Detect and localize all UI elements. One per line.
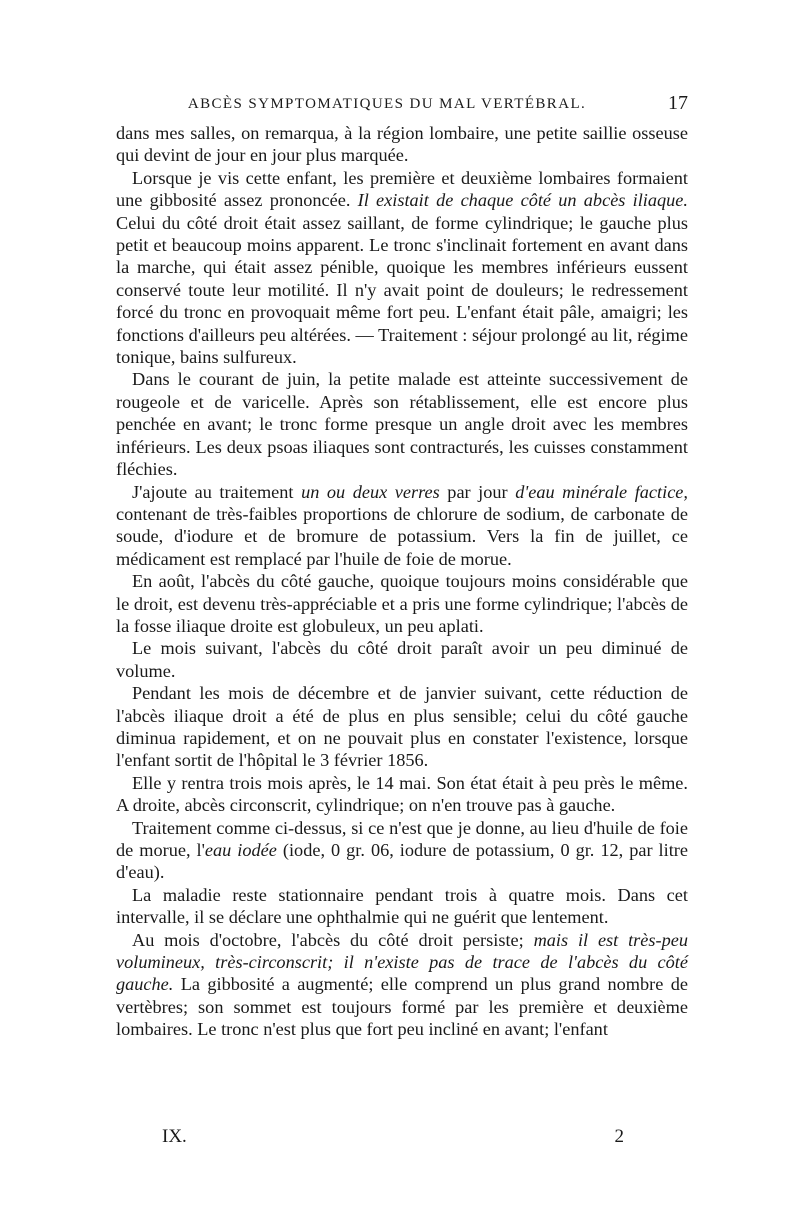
paragraph	[116, 637, 688, 682]
text-segment: (iode, 0 gr. 06, iodure de potassium, 0 gr. 12, par litre d'eau).	[116, 840, 688, 883]
paragraph	[116, 884, 688, 929]
body-text	[116, 122, 688, 1041]
running-title: ABCÈS SYMPTOMATIQUES DU MAL VERTÉBRAL.	[187, 96, 587, 112]
italic-text: eau iodée	[204, 840, 277, 860]
text-segment: Traitement comme ci-dessus, si ce n'est que je donne, au lieu d'huile de foie de morue, l'	[116, 817, 688, 860]
paragraph	[116, 368, 688, 480]
text-segment: Dans le courant de juin, la petite malade est atteinte successivement de rougeole et de varicelle. Après son rétablissement, elle est encore plus penchée en avant; le tronc forme presque un angle droit avec les membres inférieurs. Les deux psoas iliaques sont contracturés, les cuisses constamment fléchies.	[116, 369, 688, 480]
paragraph	[116, 817, 688, 884]
page-header	[116, 92, 688, 122]
paragraph	[116, 682, 688, 772]
text-segment: En août, l'abcès du côté gauche, quoique toujours moins considérable que le droit, est devenu très-appréciable et a pris une forme cylindrique; l'abcès de la fosse iliaque droite est globuleux, un peu aplati.	[116, 571, 688, 636]
text-segment: Pendant les mois de décembre et de janvier suivant, cette réduction de l'abcès iliaque droit a été de plus en plus sensible; celui du côté gauche diminua rapidement, et on ne pouvait plus en constater l'existence, lorsque l'enfant sortit de l'hôpital le 3 février 1856.	[116, 683, 688, 771]
signature-mark-volume: IX.	[162, 1126, 187, 1147]
text-segment: dans mes salles, on remarqua, à la région lombaire, une petite saillie osseuse qui devint de jour en jour plus marquée.	[116, 123, 688, 166]
text-segment: Celui du côté droit était assez saillant, de forme cylindrique; le gauche plus petit et beaucoup moins apparent. Le tronc s'inclinait fortement en avant dans la marche, qui était assez pénible, quoique les membres inférieurs eussent conservé toute leur motilité. Il n'y avait point de douleurs; le redressement forcé du tronc en provoquait même fort peu. L'enfant était pâle, amaigri; les fonctions d'ailleurs peu altérées. — Traitement : séjour prolongé au lit, régime tonique, bains sulfureux.	[116, 212, 688, 368]
page-number: 17	[668, 92, 688, 114]
italic-text: d'eau minérale factice,	[515, 481, 688, 502]
page-footer	[162, 1126, 624, 1154]
text-segment: par jour	[439, 481, 516, 502]
paragraph	[116, 570, 688, 637]
paragraph	[116, 929, 688, 1041]
text-segment: La gibbosité a augmenté; elle comprend un plus grand nombre de vertèbres; son sommet est toujours formé par les première et deuxième lombaires. Le tronc n'est plus que fort peu incliné en avant; l'enfant	[116, 974, 688, 1040]
italic-text: Il existait de chaque côté un abcès iliaque.	[357, 190, 688, 211]
text-segment: Le mois suivant, l'abcès du côté droit paraît avoir un peu diminué de volume.	[116, 638, 688, 681]
signature-mark-sheet: 2	[614, 1126, 624, 1147]
text-segment: La maladie reste stationnaire pendant trois à quatre mois. Dans cet intervalle, il se déclare une ophthalmie qui ne guérit que lentement.	[116, 884, 688, 928]
text-segment: Elle y rentra trois mois après, le 14 mai. Son état était à peu près le même. A droite, abcès circonscrit, cylindrique; on n'en trouve pas à gauche.	[116, 772, 688, 816]
italic-text: mais il est très-peu volumineux, très-circonscrit; il n'existe pas de trace de l'abcès du côté gauche.	[116, 929, 688, 995]
paragraph	[116, 772, 688, 817]
text-segment: Au mois d'octobre, l'abcès du côté droit persiste;	[132, 929, 534, 950]
text-segment: J'ajoute au traitement	[132, 481, 302, 502]
paragraph	[116, 167, 688, 369]
text-segment: contenant de très-faibles proportions de chlorure de sodium, de carbonate de soude, d'iodure et de bromure de potassium. Vers la fin de juillet, ce médicament est remplacé par l'huile de foie de morue.	[116, 503, 688, 569]
paragraph	[116, 481, 688, 571]
italic-text: un ou deux verres	[301, 481, 440, 502]
text-segment: Lorsque je vis cette enfant, les première et deuxième lombaires formaient une gibbosité assez prononcée.	[116, 167, 688, 211]
paragraph	[116, 122, 688, 167]
